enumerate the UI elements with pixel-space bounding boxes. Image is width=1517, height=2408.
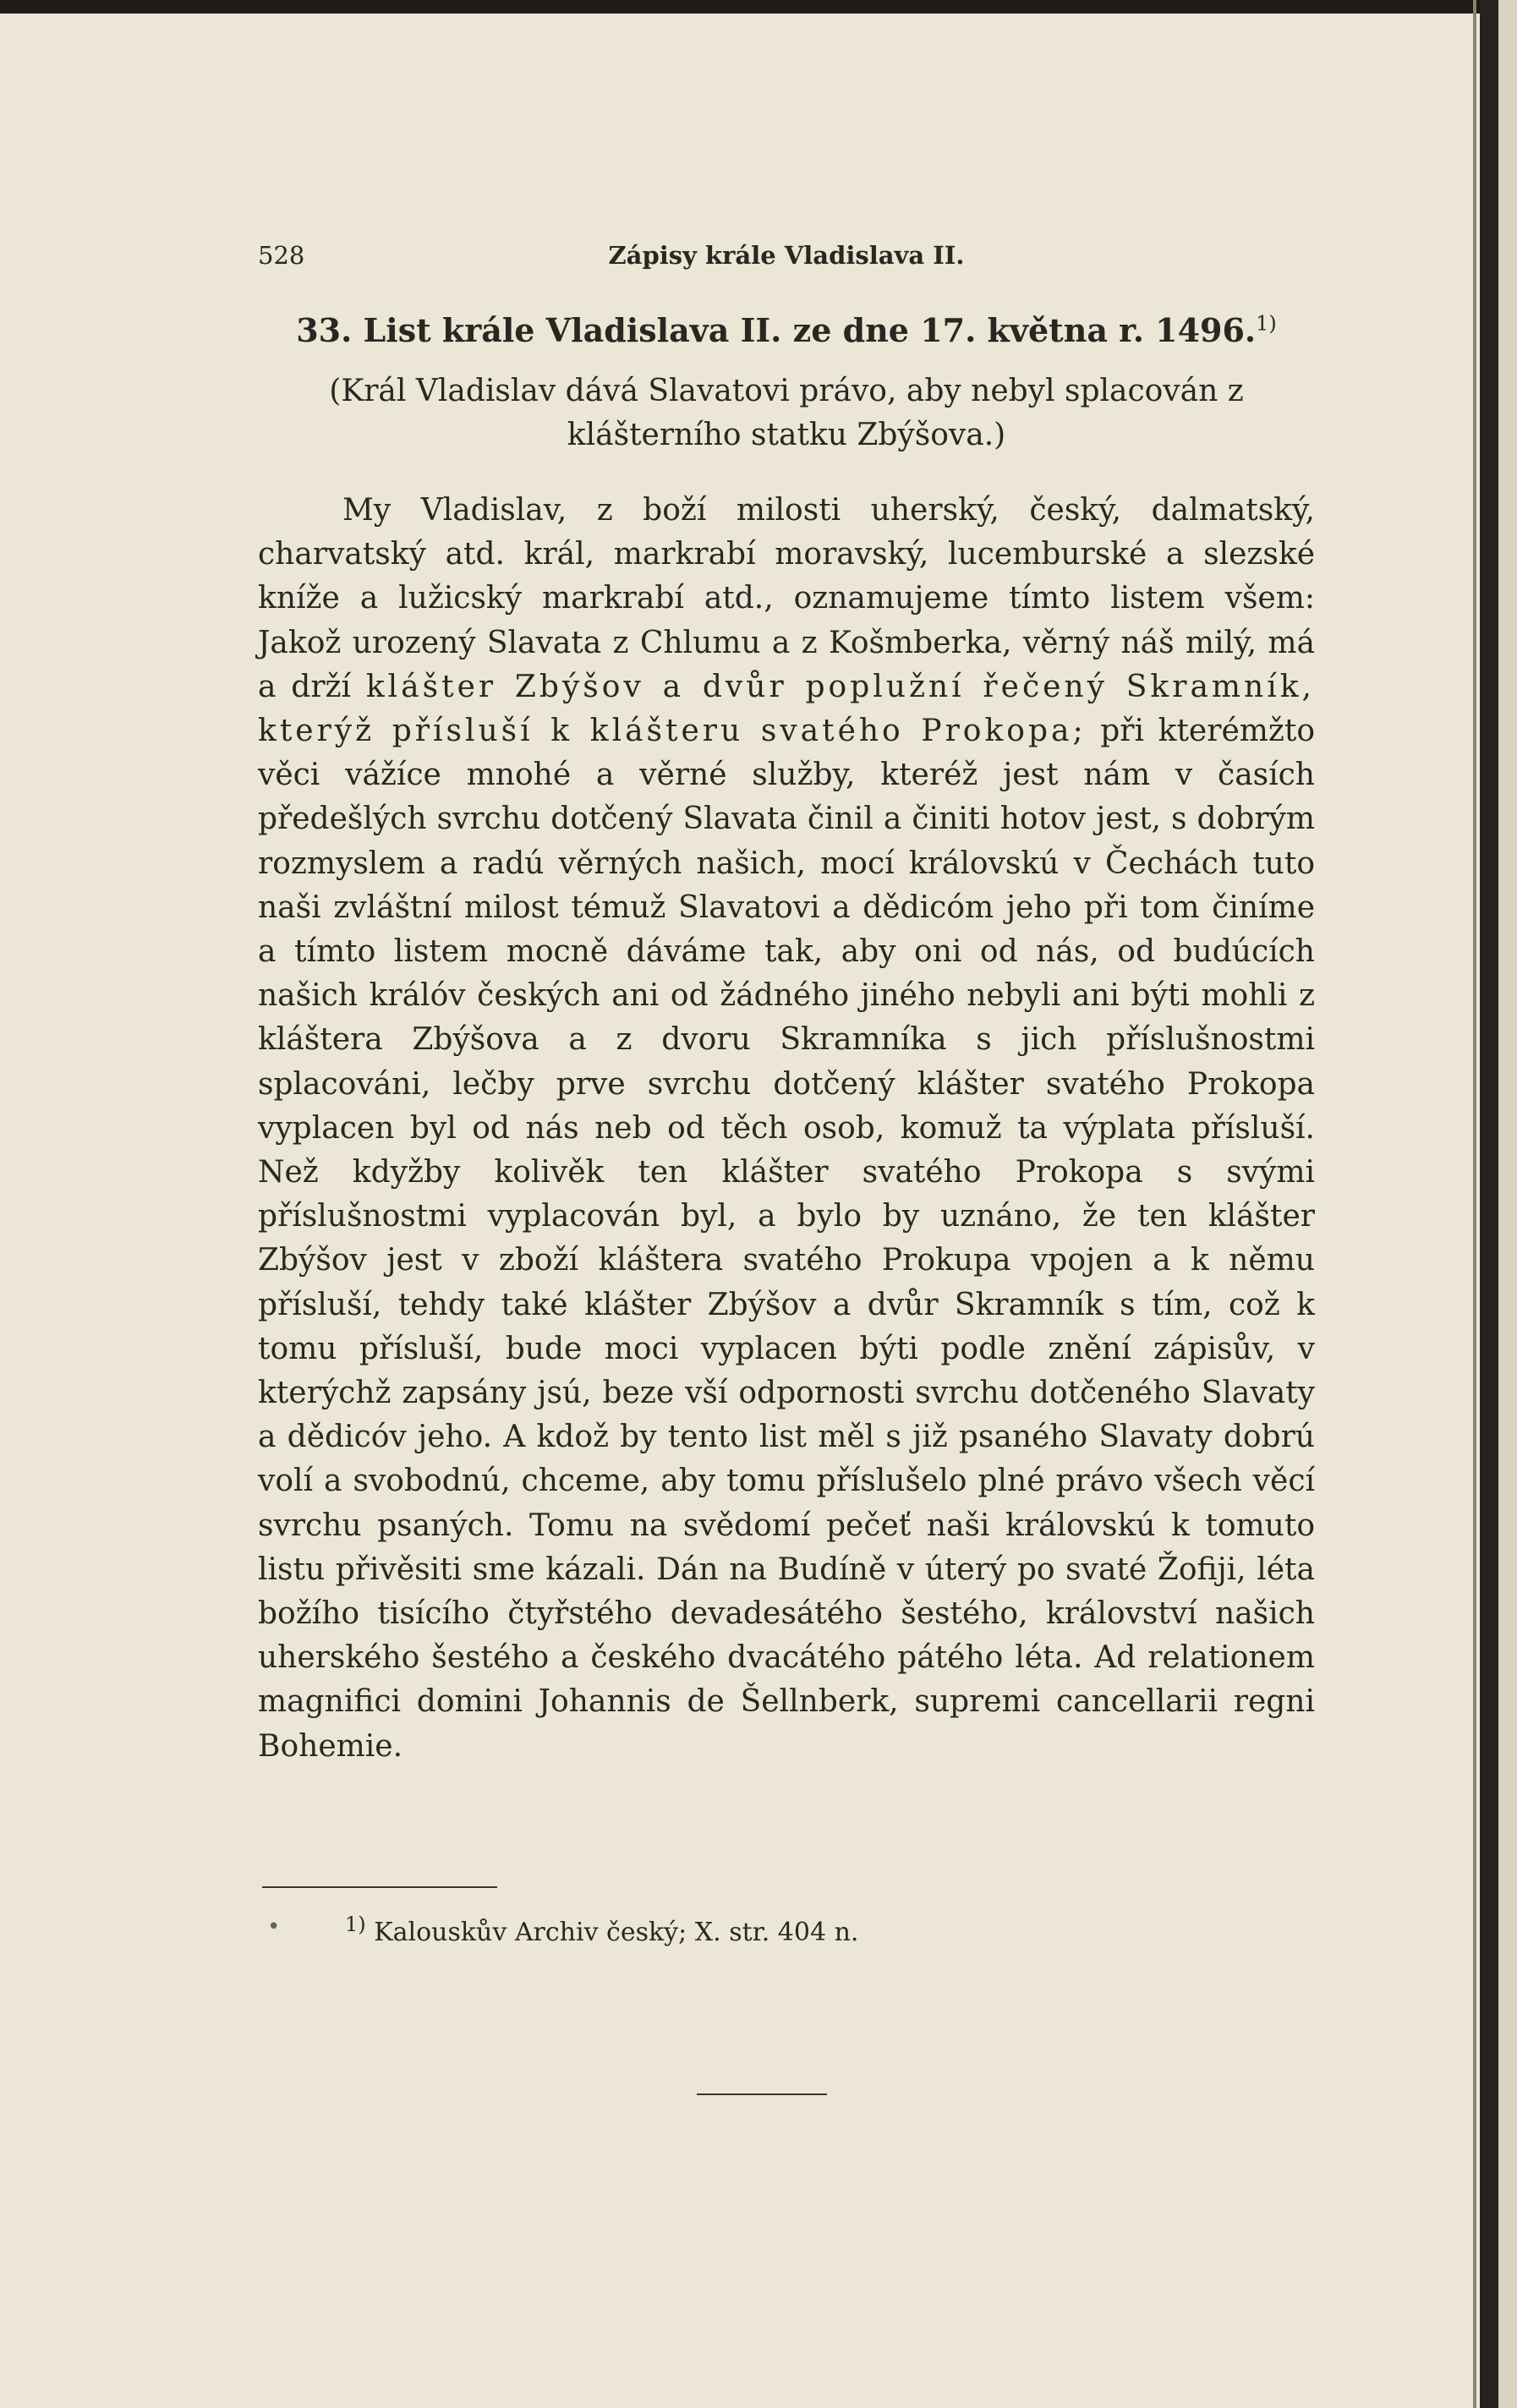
document-title-text: 33. List krále Vladislava II. ze dne 17. května r. 1496. (296, 311, 1257, 349)
footnote-marker: 1) (345, 1913, 366, 1936)
footnote-text: Kalouskův Archiv český; X. str. 404 n. (374, 1918, 859, 1947)
running-title: Zápisy krále Vladislava II. (608, 241, 965, 270)
body-text-part-1: My Vladislav, z boží milosti uherský, český, dalmatský, charvatský atd. král, markrabí moravský, lucemburské a slezské kníže a lužicský markrabí atd., oznamujeme tímto listem všem: Jakož urozený Slavata z Chlumu a z Košmberka, věrný náš milý, má a drží (258, 493, 1315, 704)
running-head (258, 241, 1315, 275)
book-spine (1480, 0, 1498, 2408)
page-number: 528 (258, 241, 305, 270)
footnote-reference: 1) (1256, 311, 1277, 336)
footnote (345, 1913, 1275, 1947)
document-summary: (Král Vladislav dává Slavatovi právo, aby nebyl splacován z klášterního statku Zbýšova.) (329, 374, 1244, 452)
footnote-divider (262, 1886, 497, 1888)
binding-shadow-line (1473, 0, 1476, 2408)
page-top-edge (0, 0, 1517, 14)
body-paragraph (258, 489, 1315, 1769)
body-text-part-2: při kterémžto věci vážíce mnohé a věrné služby, kteréž jest nám v časích předešlých svrchu dotčený Slavata činil a činiti hotov jest, s dobrým rozmyslem a radú věrných našich, mocí královskú v Čechách tuto naši zvláštní milost témuž Slavatovi a dědicóm jeho při tom činíme a tímto listem mocně dáváme tak, aby oni od nás, od budúcích našich králóv českých ani od žádného jiného nebyli ani býti mohli z kláštera Zbýšova a z dvoru Skramníka s jich příslušnostmi splacováni, lečby prve svrchu dotčený klášter svatého Prokopa vyplacen byl od nás neb od těch osob, komuž ta výplata přísluší. Než kdyžby kolivěk ten klášter svatého Prokopa s svými příslušnostmi vyplacován byl, a bylo by uznáno, že ten klášter Zbýšov jest v zboží kláštera svatého Prokupa vpojen a k němu přísluší, tehdy také klášter Zbýšov a dvůr Skramník s tím, což k tomu přísluší, bude moci vyplacen býti podle znění zápisův, v kterýchž zapsány jsú, beze vší odpornosti svrchu dotčeného Slavaty a dědicóv jeho. A kdož by tento list měl s již psaného Slavaty dobrú volí a svobodnú, chceme, aby tomu příslušelo plné právo všech věcí svrchu psaných. Tomu na svědomí pečeť naši královskú k tomuto listu přivěsiti sme kázali. Dán na Budíně v úterý po svaté Žofiji, léta božího tisícího čtyřstého devadesátého šestého, království našich uherského šestého a českého dvacátého pátého léta. Ad relationem magnifici domini Johannis de Šellnberk, supremi cancellarii regni Bohemie. (258, 714, 1315, 1764)
next-page-edge (1498, 0, 1517, 2408)
end-divider (697, 2093, 827, 2095)
document-title (258, 311, 1315, 349)
footnote-dot: • (267, 1914, 281, 1940)
body-text-spaced: klášter Zbýšov a dvůr poplužní řečený Skramník, kterýž přísluší k klášteru svatého Prokopa; (258, 669, 1315, 749)
